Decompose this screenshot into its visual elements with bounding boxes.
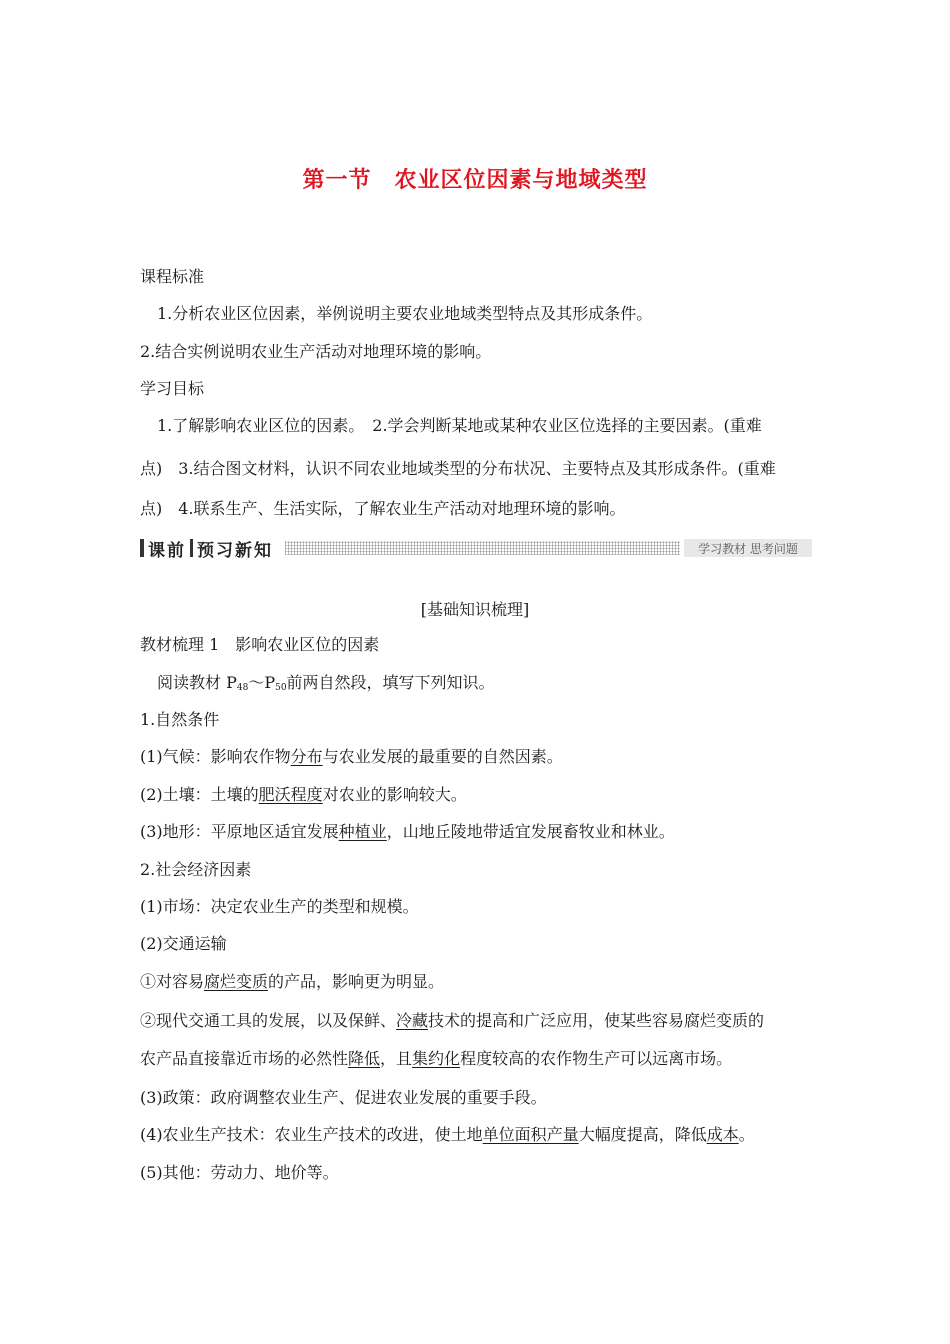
tech-post: 。 [738,1125,755,1144]
banner-title [140,537,273,559]
climate-post: 与农业发展的最重要的自然因素。 [322,747,563,766]
transport-item-1 [140,971,444,993]
t3-mid: ，且 [380,1049,413,1068]
reading-pre: 阅读教材 P [157,673,237,692]
goals-line-2: 点) 3.结合图文材料，认识不同农业地域类型的分布状况、主要特点及其形成条件。(重难 [140,459,776,478]
t3-answer-2: 集约化 [412,1049,461,1068]
section-banner [140,537,812,559]
terrain-answer: 种植业 [338,822,387,841]
t3-pre: 农产品直接靠近市场的必然性 [140,1049,349,1068]
t2-post: 技术的提高和广泛应用，使某些容易腐烂变质的 [428,1011,765,1030]
reading-instruction [157,672,495,699]
t1-answer: 腐烂变质 [204,972,269,991]
reading-post: 前两自然段，填写下列知识。 [286,673,495,692]
topic-heading: 教材梳理 1 影响农业区位的因素 [140,635,380,654]
social-tech [140,1124,755,1146]
natural-heading: 1.自然条件 [140,710,220,729]
tech-pre: (4)农业生产技术：农业生产技术的改进，使土地 [140,1125,483,1144]
banner-title-a: 课前 [148,540,186,561]
transport-item-2-cont [140,1048,732,1070]
standard-item-1: 1.分析农业区位因素，举例说明主要农业地域类型特点及其形成条件。 [157,304,653,323]
tech-answer-1: 单位面积产量 [482,1125,579,1144]
climate-answer: 分布 [290,747,323,766]
goals-line-1: 1.了解影响农业区位的因素。 2.学会判断某地或某种农业区位选择的主要因素。(重难 [157,416,762,435]
standard-item-2: 2.结合实例说明农业生产活动对地理环境的影响。 [140,342,492,361]
banner-title-b: 预习新知 [197,540,273,561]
t1-pre: ①对容易 [140,972,205,991]
tech-mid: 大幅度提高，降低 [578,1125,707,1144]
t1-post: 的产品，影响更为明显。 [268,972,445,991]
banner-pattern [285,541,680,555]
tech-answer-2: 成本 [706,1125,739,1144]
reading-mid: ～P [248,673,276,692]
t2-answer: 冷藏 [396,1011,429,1030]
social-transport: (2)交通运输 [140,934,227,953]
t3-answer-1: 降低 [348,1049,381,1068]
standard-heading: 课程标准 [140,267,205,286]
goals-heading: 学习目标 [140,379,205,398]
goals-line-3: 点) 4.联系生产、生活实际，了解农业生产活动对地理环境的影响。 [140,499,626,518]
social-heading: 2.社会经济因素 [140,860,252,879]
soil-answer: 肥沃程度 [258,785,323,804]
page-title: 第一节 农业区位因素与地域类型 [302,168,648,193]
banner-bar-icon [140,539,144,557]
social-policy: (3)政策：政府调整农业生产、促进农业发展的重要手段。 [140,1088,547,1107]
natural-terrain [140,821,675,843]
climate-pre: (1)气候：影响农作物 [140,747,291,766]
social-market: (1)市场：决定农业生产的类型和规模。 [140,897,419,916]
terrain-post: ，山地丘陵地带适宜发展畜牧业和林业。 [386,822,675,841]
soil-post: 对农业的影响较大。 [322,785,467,804]
banner-tag: 学习教材 思考问题 [684,539,812,557]
section-heading: [基础知识梳理] [420,600,530,619]
social-other: (5)其他：劳动力、地价等。 [140,1163,339,1182]
natural-soil [140,784,467,806]
transport-item-2 [140,1010,764,1032]
terrain-pre: (3)地形：平原地区适宜发展 [140,822,339,841]
t2-pre: ②现代交通工具的发展，以及保鲜、 [140,1011,397,1030]
reading-sub-2: 50 [275,683,287,693]
natural-climate [140,746,563,768]
soil-pre: (2)土壤：土壤的 [140,785,259,804]
reading-sub-1: 48 [236,683,249,693]
t3-post: 程度较高的农作物生产可以远离市场。 [460,1049,733,1068]
banner-separator-icon [190,539,193,557]
